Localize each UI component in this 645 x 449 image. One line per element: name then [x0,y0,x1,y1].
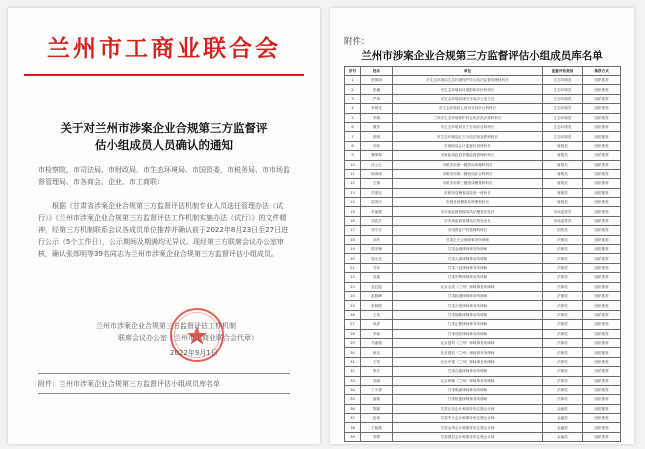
cell-method: 组织推荐 [583,263,621,272]
table-row [345,423,621,432]
cell-unit: 甘肃明睿律师事务所律师 [393,385,543,394]
cell-unit: 市税务局第一稽查局审理科科长 [393,160,543,169]
cell-category: 法律类 [543,357,583,366]
cell-method: 组织推荐 [583,85,621,94]
cell-index: 23 [345,282,361,291]
cell-unit: 甘肃大禹律师事务所律师 [393,254,543,263]
col-header-method: 推荐方式 [583,67,621,76]
cell-method: 组织推荐 [583,432,621,441]
cell-unit: 市生态环境局安宁分局综合科科长 [393,122,543,131]
cell-unit: 甘肃正鼎律师事务所律师 [393,320,543,329]
cell-index: 5 [345,113,361,122]
notice-title-line2: 估小组成员人员确认的通知 [95,138,233,152]
attachment-note: 附件：兰州市涉案企业合规第三方监督评估小组成员库名单 [38,380,220,388]
cell-index: 29 [345,338,361,347]
cell-method: 组织推荐 [583,310,621,319]
cell-unit: 市财政局会计监督检查科科长 [393,141,543,150]
cell-unit: 市生态环境局红古分局法规宣教科科长 [393,132,543,141]
table-row [345,132,621,141]
cell-name: 吴建 [361,273,393,282]
cell-category: 财税类 [543,198,583,207]
cell-unit: 市生态环境局城关分局办公室主任 [393,94,543,103]
cell-method: 组织推荐 [583,216,621,225]
cell-category: 法律类 [543,301,583,310]
cell-unit: 市税务局稽查局检查一科科长 [393,188,543,197]
table-row [345,385,621,394]
cell-unit: 市税务局第二稽查局综合科科长 [393,169,543,178]
cell-category: 金融类 [543,414,583,423]
col-header-unit: 单位 [393,67,543,76]
table-row [345,235,621,244]
table-row [345,122,621,131]
notice-recipients: 市检察院，市司法局、市财政局、市生态环境局、市国资委，市税务局、市市场监督管理局、市各商会、企业、市工商联： [38,166,290,186]
cell-category: 法律类 [543,235,583,244]
cell-name: 张宏 [361,367,393,376]
cell-index: 33 [345,376,361,385]
table-row [345,207,621,216]
cell-name: 王军 [361,357,393,366]
cell-name: 刘武杰 [361,216,393,225]
table-row [345,282,621,291]
cell-category: 国资类 [543,226,583,235]
cell-name: 马东 [361,263,393,272]
cell-method: 组织推荐 [583,329,621,338]
cell-index: 36 [345,404,361,413]
cell-method: 组织推荐 [583,179,621,188]
cell-index: 32 [345,367,361,376]
cell-unit: 北京中银（兰州）律师事务所律师 [393,357,543,366]
cell-category: 法律类 [543,291,583,300]
cell-method: 组织推荐 [583,226,621,235]
cell-method: 组织推荐 [583,141,621,150]
cell-index: 19 [345,245,361,254]
cell-name: 郭冬梅 [361,245,393,254]
cell-method: 组织推荐 [583,132,621,141]
table-row [345,179,621,188]
cell-unit: 兰州市生态环境保护综合执法队法规科科长 [393,113,543,122]
cell-method: 组织推荐 [583,338,621,347]
cell-name: 张巍 [361,85,393,94]
cell-index: 12 [345,179,361,188]
cell-category: 金融类 [543,404,583,413]
cell-category: 法律类 [543,263,583,272]
table-row [345,160,621,169]
cell-index: 9 [345,151,361,160]
cell-index: 26 [345,310,361,319]
footer-rule-bottom [38,393,290,394]
cell-name: 丁小勇 [361,385,393,394]
table-row [345,320,621,329]
roster-title: 兰州市涉案企业合规第三方监督评估小组成员库名单 [361,50,603,62]
table-row [345,151,621,160]
cell-index: 11 [345,169,361,178]
cell-method: 组织推荐 [583,198,621,207]
cell-index: 7 [345,132,361,141]
table-row [345,367,621,376]
cell-category: 生态环境类 [543,113,583,122]
cell-category: 法律类 [543,338,583,347]
table-row [345,188,621,197]
cell-category: 生态环境类 [543,85,583,94]
table-row [345,301,621,310]
cell-name: 刘杰 [361,235,393,244]
table-row [345,226,621,235]
signature-line1: 兰州市涉案企业合规第三方监督评估工作机制 [96,322,236,330]
table-row [345,104,621,113]
cell-name: 刘宁洁 [361,226,393,235]
cell-name: 唐敏 [361,395,393,404]
cell-index: 24 [345,291,361,300]
cell-name: 王钧 [361,310,393,319]
notice-page [8,8,320,444]
table-row [345,348,621,357]
cell-method: 组织推荐 [583,414,621,423]
cell-name: 杨海涛 [361,169,393,178]
cell-category: 市场监管类 [543,216,583,225]
notice-title-line1: 关于对兰州市涉案企业合规第三方监督评 [60,121,268,135]
cell-category: 财税类 [543,141,583,150]
cell-unit: 甘肃金华会计师事务所注册会计师 [393,423,543,432]
cell-category: 法律类 [543,273,583,282]
cell-method: 组织推荐 [583,245,621,254]
table-row [345,254,621,263]
cell-index: 4 [345,104,361,113]
attachment-label: 附件： [344,37,370,47]
cell-name: 苏丽娟 [361,207,393,216]
cell-category: 法律类 [543,245,583,254]
cell-index: 39 [345,432,361,441]
table-row [345,113,621,122]
cell-method: 组织推荐 [583,188,621,197]
signature-line2: 联席会议办公室（兰州市工商业联合会代章） [118,334,258,342]
cell-method: 组织推荐 [583,94,621,103]
cell-name: 李娟 [361,113,393,122]
cell-unit: 甘肃八冠律师事务所律师 [393,263,543,272]
cell-method: 组织推荐 [583,395,621,404]
cell-category: 生态环境类 [543,104,583,113]
cell-name: 马丽娟 [361,338,393,347]
cell-category: 法律类 [543,385,583,394]
cell-index: 13 [345,188,361,197]
cell-method: 组织推荐 [583,357,621,366]
cell-category: 金融类 [543,432,583,441]
cell-category: 法律类 [543,348,583,357]
table-row [345,76,621,85]
cell-unit: 甘肃金城律师事务所律师 [393,245,543,254]
table-row [345,216,621,225]
cell-name: 李晨光 [361,104,393,113]
cell-unit: 甘肃正信会计师事务所注册会计师 [393,404,543,413]
cell-name: 王晓燕 [361,423,393,432]
cell-index: 3 [345,94,361,103]
cell-index: 15 [345,207,361,216]
cell-category: 法律类 [543,367,583,376]
table-row [345,94,621,103]
cell-name: 王娟 [361,179,393,188]
cell-unit: 甘肃同欣律师事务所律师 [393,329,543,338]
cell-method: 组织推荐 [583,207,621,216]
cell-index: 20 [345,254,361,263]
cell-index: 30 [345,348,361,357]
footer-rule-top [38,373,290,374]
cell-unit: 甘肃瑞鼎律师事务所律师 [393,310,543,319]
cell-name: 赵伟 [361,414,393,423]
table-row [345,432,621,441]
cell-name: 邵发庆 [361,198,393,207]
letterhead-red-rule [24,74,304,76]
roster-body [345,76,621,442]
table-row [345,404,621,413]
cell-method: 组织推荐 [583,122,621,131]
cell-category: 财税类 [543,188,583,197]
cell-index: 6 [345,122,361,131]
cell-index: 21 [345,263,361,272]
col-header-category: 监督评估类别 [543,67,583,76]
cell-category: 生态环境类 [543,132,583,141]
cell-unit: 甘肃德信会计师事务所注册会计师 [393,432,543,441]
table-row [345,414,621,423]
cell-method: 组织推荐 [583,169,621,178]
table-row [345,329,621,338]
cell-index: 34 [345,385,361,394]
cell-name: 李婷 [361,432,393,441]
cell-category: 法律类 [543,254,583,263]
cell-method: 组织推荐 [583,423,621,432]
cell-unit: 北京炜衡（兰州）律师事务所律师 [393,376,543,385]
cell-unit: 市生态环境局七里河分局综合科科长 [393,104,543,113]
table-row [345,310,621,319]
cell-index: 38 [345,423,361,432]
cell-name: 张晓明 [361,301,393,310]
cell-unit: 市税务局稽查局审理科科长 [393,198,543,207]
cell-index: 8 [345,141,361,150]
cell-category: 法律类 [543,320,583,329]
notice-body: 根据《甘肃省涉案企业合规第三方监督评估机制专业人员选任管理办法（试行）》《兰州市涉案企业合规第三方监督评估工作机制实施办法（试行）》的文件精神，经第三方机制联系会议各成员单位推荐并确认前于2022年8月23日至27日进行公示（5个工作日），公示期间及期满均无异议。现经第三方联席会议办公室审核，确认张郎明等39名同志为兰州市涉案企业合规第三方监督评估小组成员。 [38,202,289,258]
signature-date: 2022年9月1日 [170,349,218,357]
table-row [345,338,621,347]
cell-category: 法律类 [543,329,583,338]
cell-name: 杨洁 [361,348,393,357]
cell-unit: 甘肃政纲律师事务所律师 [393,291,543,300]
roster-page [330,8,634,444]
cell-unit: 北京德恒（兰州）律师事务所律师 [393,348,543,357]
cell-index: 37 [345,414,361,423]
cell-method: 组织推荐 [583,385,621,394]
cell-index: 28 [345,329,361,338]
cell-name: 严琦 [361,94,393,103]
cell-method: 组织推荐 [583,282,621,291]
cell-method: 组织推荐 [583,376,621,385]
cell-method: 组织推荐 [583,320,621,329]
cell-unit: 甘肃中天会计师事务所注册会计师 [393,414,543,423]
cell-method: 组织推荐 [583,273,621,282]
cell-index: 31 [345,357,361,366]
cell-name: 张郎明 [361,76,393,85]
cell-unit: 市市场监督管理局法规处处长 [393,216,543,225]
cell-method: 组织推荐 [583,235,621,244]
cell-unit: 市国资委产权管理科科长 [393,226,543,235]
cell-method: 组织推荐 [583,301,621,310]
table-row [345,273,621,282]
cell-unit: 甘肃中辉律师事务所律师 [393,273,543,282]
cell-index: 22 [345,273,361,282]
col-header-name: 姓名 [361,67,393,76]
cell-category: 法律类 [543,310,583,319]
cell-category: 财税类 [543,151,583,160]
cell-index: 25 [345,301,361,310]
cell-name: 曹翠翠 [361,151,393,160]
cell-method: 组织推荐 [583,160,621,169]
cell-name: 李丽 [361,329,393,338]
cell-category: 生态环境类 [543,76,583,85]
cell-unit: 甘肃合睿律师事务所律师 [393,367,543,376]
table-row [345,291,621,300]
table-row [345,169,621,178]
cell-index: 16 [345,216,361,225]
roster-header-row [345,67,621,76]
cell-unit: 甘肃天恒律师事务所律师 [393,301,543,310]
cell-unit: 市税务局第三稽查局稽查科科长 [393,179,543,188]
cell-unit: 市生态环境局生态环境保护综合执法监督管理科科长 [393,76,543,85]
cell-name: 董彤 [361,122,393,131]
roster-table [344,66,621,442]
cell-name: 孟红霞 [361,282,393,291]
cell-unit: 北京盈科（兰州）律师事务所律师 [393,338,543,347]
cell-name: 汪云云 [361,160,393,169]
cell-index: 35 [345,395,361,404]
cell-index: 2 [345,85,361,94]
cell-name: 郭虎 [361,320,393,329]
org-letterhead: 兰州市工商业联合会 [47,35,281,62]
cell-index: 10 [345,160,361,169]
cell-method: 组织推荐 [583,76,621,85]
cell-category: 法律类 [543,282,583,291]
cell-unit: 市生态环境局环境影响评价科科长 [393,85,543,94]
cell-category: 市场监管类 [543,207,583,216]
cell-category: 生态环境类 [543,94,583,103]
cell-category: 金融类 [543,423,583,432]
cell-category: 财税类 [543,179,583,188]
cell-category: 法律类 [543,395,583,404]
cell-method: 组织推荐 [583,104,621,113]
cell-unit: 市市场监督管理局执法稽查处处长 [393,207,543,216]
table-row [345,376,621,385]
table-row [345,85,621,94]
cell-name: 赵晓峰 [361,291,393,300]
cell-method: 组织推荐 [583,291,621,300]
table-row [345,357,621,366]
cell-method: 组织推荐 [583,367,621,376]
table-row [345,263,621,272]
cell-unit: 北京大成（兰州）律师事务所律师 [393,282,543,291]
cell-unit: 甘肃恒通律师事务所律师 [393,395,543,404]
cell-name: 陈颖 [361,404,393,413]
cell-index: 27 [345,320,361,329]
cell-category: 生态环境类 [543,122,583,131]
cell-category: 财税类 [543,160,583,169]
cell-name: 刘伟 [361,141,393,150]
cell-unit: 市财政局政府采购监督管理科科长 [393,151,543,160]
cell-index: 14 [345,198,361,207]
cell-name: 苏德光 [361,188,393,197]
table-row [345,395,621,404]
cell-method: 组织推荐 [583,348,621,357]
cell-name: 梁允亮 [361,254,393,263]
cell-method: 组织推荐 [583,113,621,122]
cell-index: 18 [345,235,361,244]
notice-title [36,120,292,154]
cell-method: 组织推荐 [583,151,621,160]
cell-index: 1 [345,76,361,85]
cell-unit: 甘肃正天合律师事务所律师 [393,235,543,244]
cell-category: 财税类 [543,169,583,178]
table-row [345,198,621,207]
cell-index: 17 [345,226,361,235]
cell-name: 张明 [361,132,393,141]
cell-method: 组织推荐 [583,254,621,263]
table-row [345,141,621,150]
cell-method: 组织推荐 [583,404,621,413]
cell-category: 法律类 [543,376,583,385]
col-header-index: 序号 [345,67,361,76]
table-row [345,245,621,254]
cell-name: 刘涛 [361,376,393,385]
